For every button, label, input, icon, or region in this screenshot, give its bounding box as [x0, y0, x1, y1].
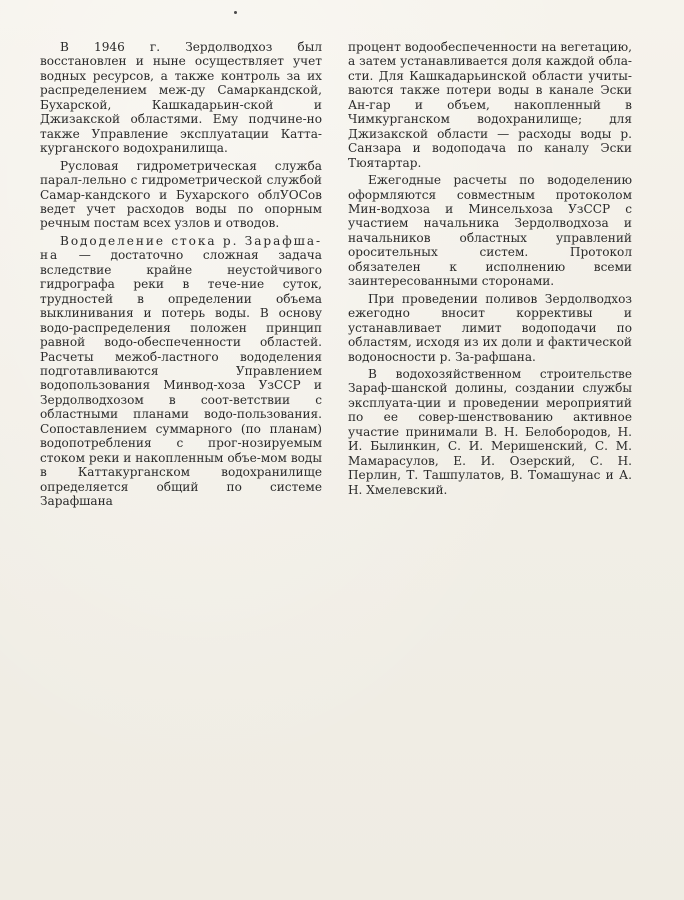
paragraph-contributors: В водохозяйственном строительстве Зараф-шанской долины, создании службы эксплуата-ции и проведении мероприятий по ее совер-шенствованию активное участие принимали В. Н. Белобородов, Н. И. Былинкин, С. И. Меришенский, С. М. Мамарасулов, Е. И. Озерский, С. Н. Перлин, Т. Ташпулатов, В. Томашунас и А. Н. Хмелевский.: [348, 366, 632, 497]
print-speck: [234, 11, 237, 14]
paragraph-annual-calculations: Ежегодные расчеты по вододелению оформляются совместным протоколом Мин-водхоза и Минсельхоза УзССР с участием начальника Зердолводхоза и начальников областных управлений оросительных систем. Протокол обязателен к исполнению всеми заинтересованными сторонами.: [348, 173, 632, 289]
paragraph-hydrometric-service: Русловая гидрометрическая служба парал-лельно с гидрометрической службой Самар-кандского и Бухарского облУОСов ведет учет расходов воды по опорным речным постам всех узлов и отводов.: [40, 158, 322, 231]
spaced-lead-heading: Вододеление стока р. Зарафша-на: [40, 233, 322, 263]
paragraph-irrigation-limits: При проведении поливов Зердолводхоз ежегодно вносит коррективы и устанавливает лимит водоподачи по областям, исходя из их доли и фактической водоносности р. За-рафшана.: [348, 291, 632, 364]
paragraph-1946-restoration: В 1946 г. Зердолводхоз был восстановлен и ныне осуществляет учет водных ресурсов, а также контроль за их распределением меж-ду Самаркандской, Бухарской, Кашкадарьин-ской и Джизакской областями. Ему подчине-но также Управление эксплуатации Катта-курганского водохранилища.: [40, 40, 322, 156]
paragraph-flow-division: [40, 234, 322, 509]
paragraph-flow-division-body: — достаточно сложная задача вследствие крайне неустойчивого гидрографа реки в тече-ние суток, трудностей в определении объема выклинивания и потерь воды. В основу водо-распределения положен принцип равной водо-обеспеченности областей. Расчеты межоб-ластного вододеления подготавливаются Управлением водопользования Минвод-хоза УзССР и Зердолводхозом в соот-ветствии с областными планами водо-пользования. Сопоставлением суммарного (по планам) водопотребления с прог-нозируемым стоком реки и накопленным объе-мом воды в Каттакурганском водохранилище определяется общий по системе Зарафшана: [40, 248, 322, 509]
right-text-column: [348, 40, 632, 497]
paragraph-continuation: процент водообеспеченности на вегетацию, а затем устанавливается доля каждой обла-сти. Для Кашкадарьинской области учиты-ваются также потери воды в канале Эски Ан-гар и объем, накопленный в Чимкурганском водохранилище; для Джизакской области — расходы воды р. Санзара и водоподача по каналу Эски Тюятартар.: [348, 40, 632, 170]
left-text-column: [40, 40, 322, 509]
